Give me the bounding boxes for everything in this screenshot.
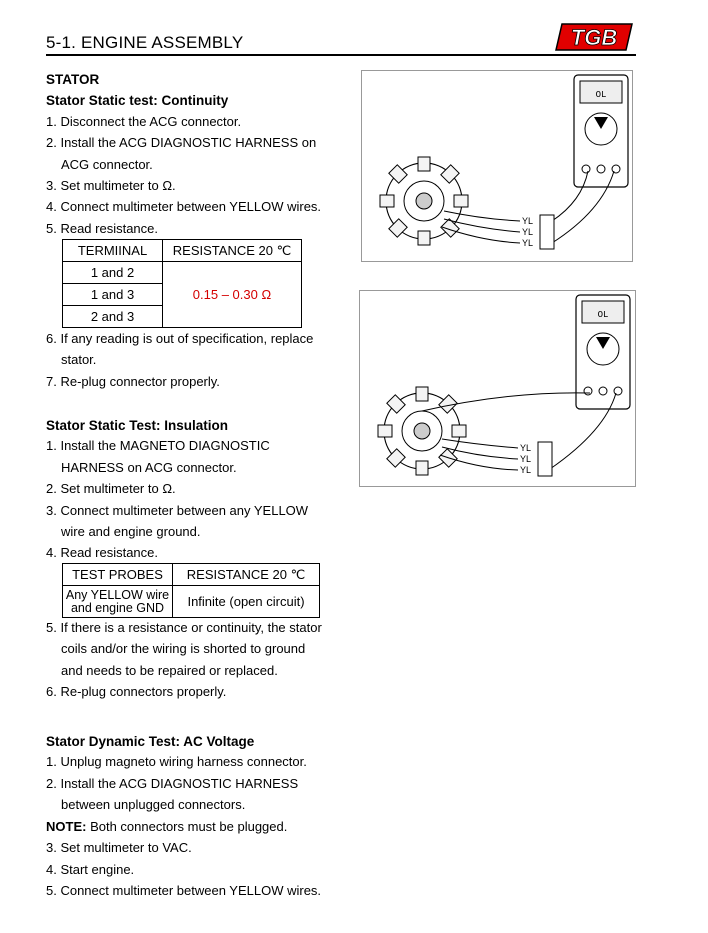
list-item: 3. Set multimeter to VAC. xyxy=(46,840,192,855)
table-cell: 2 and 3 xyxy=(63,306,163,328)
list-item: 7. Re-plug connector properly. xyxy=(46,374,220,389)
list-item: 6. If any reading is out of specification, replace xyxy=(46,331,314,346)
table-cell xyxy=(63,586,173,618)
probe-label-line: Any YELLOW wire xyxy=(65,587,170,602)
list-item: 4. Read resistance. xyxy=(46,545,159,560)
svg-text:OL: OL xyxy=(597,310,609,320)
wire-label: YL xyxy=(522,238,534,248)
svg-text:OL: OL xyxy=(595,90,607,100)
continuity-table xyxy=(62,239,302,328)
list-item: 4. Start engine. xyxy=(46,862,135,877)
list-item: 1. Disconnect the ACG connector. xyxy=(46,114,242,129)
list-item: 2. Set multimeter to Ω. xyxy=(46,481,176,496)
wire-label: YL xyxy=(520,465,532,475)
list-item: coils and/or the wiring is shorted to ground xyxy=(61,641,306,656)
tgb-logo xyxy=(554,22,634,52)
note-label: NOTE: xyxy=(46,819,87,834)
insulation-table xyxy=(62,563,320,618)
table-header: TERMIINAL xyxy=(63,240,163,262)
wire-label: YL xyxy=(520,454,532,464)
insulation-test-illustration xyxy=(359,290,636,487)
multimeter-icon xyxy=(576,295,630,409)
wire-label: YL xyxy=(522,216,534,226)
list-item: 6. Re-plug connectors properly. xyxy=(46,684,227,699)
list-item: 4. Connect multimeter between YELLOW wires. xyxy=(46,199,322,214)
list-item: HARNESS on ACG connector. xyxy=(61,460,237,475)
list-item: stator. xyxy=(61,352,97,367)
table-header: RESISTANCE 20 ℃ xyxy=(163,240,302,262)
resistance-value: 0.15 – 0.30 Ω xyxy=(163,262,302,328)
stator-icon xyxy=(380,157,468,245)
svg-text:TGB: TGB xyxy=(570,25,618,50)
list-item: ACG connector. xyxy=(61,157,153,172)
continuity-test-illustration xyxy=(361,70,633,262)
wire-label: YL xyxy=(520,443,532,453)
table-cell: 1 and 3 xyxy=(63,284,163,306)
list-item: 3. Set multimeter to Ω. xyxy=(46,178,176,193)
list-item: between unplugged connectors. xyxy=(61,797,246,812)
list-item: and needs to be repaired or replaced. xyxy=(61,663,278,678)
continuity-heading: Stator Static test: Continuity xyxy=(46,93,229,108)
table-cell: 1 and 2 xyxy=(63,262,163,284)
multimeter-icon xyxy=(574,75,628,187)
table-header: TEST PROBES xyxy=(63,564,173,586)
list-item: 3. Connect multimeter between any YELLOW xyxy=(46,503,309,518)
list-item: 5. Read resistance. xyxy=(46,221,159,236)
stator-icon xyxy=(378,387,466,475)
list-item: 1. Unplug magneto wiring harness connector. xyxy=(46,754,307,769)
list-item: 1. Install the MAGNETO DIAGNOSTIC xyxy=(46,438,270,453)
page-title: 5-1. ENGINE ASSEMBLY xyxy=(46,33,244,52)
list-item: 5. If there is a resistance or continuity, the stator xyxy=(46,620,322,635)
list-item: 2. Install the ACG DIAGNOSTIC HARNESS xyxy=(46,776,299,791)
list-item: wire and engine ground. xyxy=(61,524,201,539)
wire-label: YL xyxy=(522,227,534,237)
connector-icon xyxy=(540,215,554,249)
list-item: 5. Connect multimeter between YELLOW wires. xyxy=(46,883,322,898)
table-header: RESISTANCE 20 ℃ xyxy=(173,564,320,586)
insulation-heading: Stator Static Test: Insulation xyxy=(46,418,229,433)
probe-label-line: and engine GND xyxy=(70,600,165,615)
dynamic-heading: Stator Dynamic Test: AC Voltage xyxy=(46,734,255,749)
connector-icon xyxy=(538,442,552,476)
note-text: Both connectors must be plugged. xyxy=(86,819,288,834)
resistance-value: Infinite (open circuit) xyxy=(173,586,320,618)
section-title: STATOR xyxy=(46,72,100,87)
note xyxy=(46,819,287,834)
header-divider xyxy=(46,54,636,56)
list-item: 2. Install the ACG DIAGNOSTIC HARNESS on xyxy=(46,135,317,150)
